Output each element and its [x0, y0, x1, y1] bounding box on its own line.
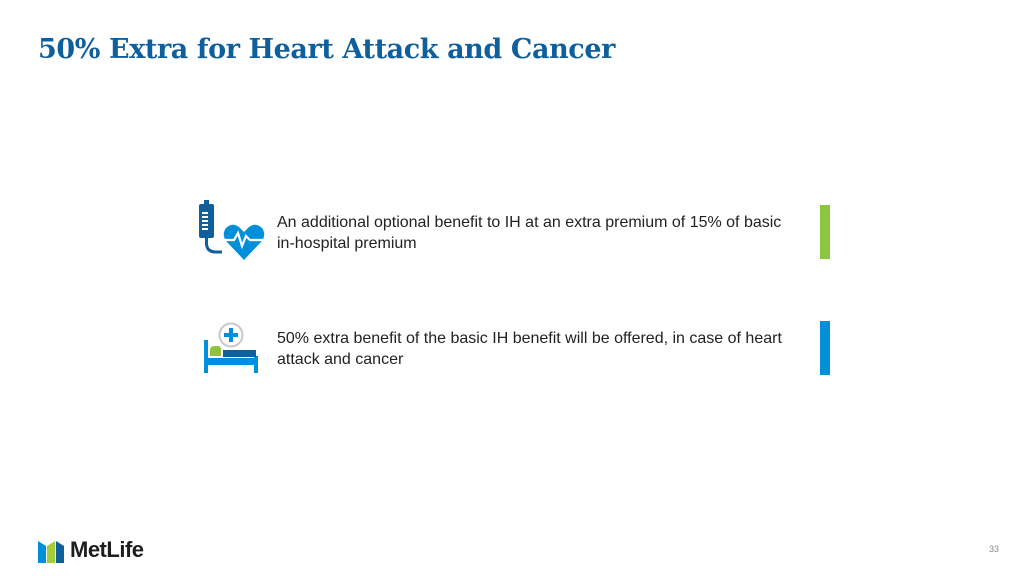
metlife-wordmark: MetLife — [70, 536, 144, 562]
benefit-item-1 — [190, 200, 840, 260]
iv-bag-heart-icon — [194, 200, 270, 260]
slide-title: 50% Extra for Heart Attack and Cancer — [38, 34, 615, 65]
accent-bar-blue — [820, 321, 830, 375]
metlife-logo — [38, 536, 144, 563]
benefit-text-2: 50% extra benefit of the basic IH benefit will be offered, in case of heart attack and cancer — [277, 330, 782, 368]
page-number: 33 — [988, 544, 999, 554]
benefit-item-2 — [190, 316, 840, 376]
metlife-mark-icon — [38, 537, 64, 563]
hospital-bed-icon — [194, 316, 270, 376]
accent-bar-green — [820, 205, 830, 259]
benefit-text-1: An additional optional benefit to IH at an extra premium of 15% of basic in-hospital premium — [277, 214, 782, 252]
